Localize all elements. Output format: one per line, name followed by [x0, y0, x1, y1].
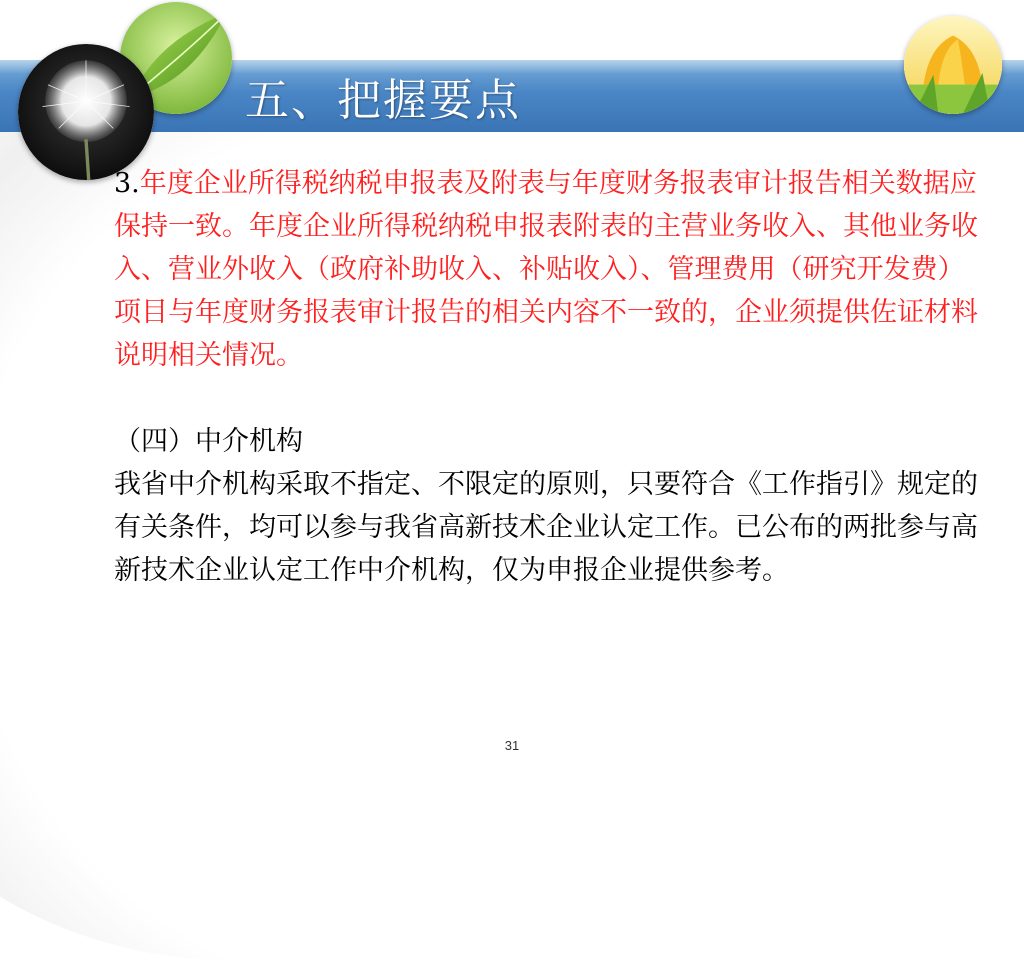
yellow-tulip-photo [904, 16, 1002, 114]
slide-title: 五、把握要点 [245, 75, 521, 126]
section3-text: 年度企业所得税纳税申报表及附表与年度财务报表审计报告相关数据应保持一致。年度企业所得税纳税申报表附表的主营业务收入、其他业务收入、营业外收入（政府补助收入、补贴收入）、管理费用（研究开发费）项目与年度财务报表审计报告的相关内容不一致的，企业须提供佐证材料说明相关情况。 [114, 168, 978, 371]
dandelion-photo [18, 44, 154, 180]
section4-heading: （四）中介机构 [114, 426, 303, 457]
page-number: 31 [504, 738, 520, 753]
section3-number: 3. [114, 168, 140, 199]
section4-paragraph: 我省中介机构采取不指定、不限定的原则，只要符合《工作指引》规定的有关条件，均可以参与我省高新技术企业认定工作。已公布的两批参与高新技术企业认定工作中介机构，仅为申报企业提供参考。 [114, 469, 978, 586]
paragraph-gap [38, 377, 988, 420]
section3-paragraph [38, 162, 988, 377]
slide-body [38, 162, 988, 592]
